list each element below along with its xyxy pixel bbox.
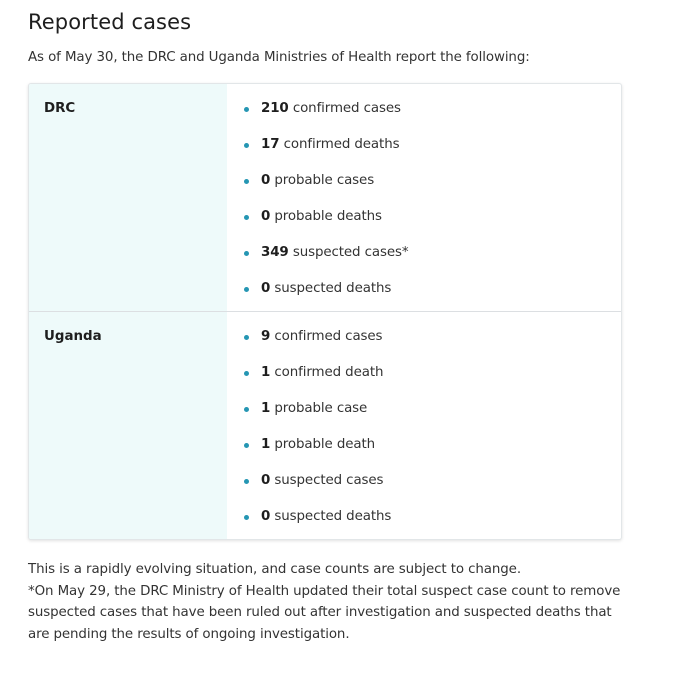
table-row-uganda	[29, 311, 621, 539]
list-item	[227, 199, 621, 235]
case-count: 210	[261, 101, 289, 116]
reported-cases-section	[28, 8, 628, 645]
case-count: 349	[261, 245, 289, 260]
case-label: suspected deaths	[274, 509, 392, 524]
case-label: confirmed cases	[274, 329, 383, 344]
footnote	[28, 559, 628, 645]
page-title: Reported cases	[28, 10, 192, 34]
case-label: suspected cases*	[292, 245, 409, 260]
case-label: confirmed deaths	[283, 137, 400, 152]
case-count: 9	[261, 329, 271, 344]
case-count: 0	[261, 509, 271, 524]
case-label: confirmed death	[274, 365, 384, 380]
list-item	[227, 499, 621, 535]
case-count: 0	[261, 209, 271, 224]
cases-table	[28, 83, 622, 540]
list-item	[227, 163, 621, 199]
list-item	[227, 235, 621, 271]
case-label: probable death	[274, 437, 375, 452]
footnote-text: *On May 29, the DRC Ministry of Health updated their total suspect case count to remove suspected cases that have been ruled out after investigation and suspected deaths that are pending the results of ongoing investigation.	[28, 583, 621, 642]
region-items	[227, 312, 621, 539]
case-label: confirmed cases	[292, 101, 401, 116]
list-item	[227, 127, 621, 163]
region-label: DRC	[29, 84, 227, 311]
case-label: probable cases	[274, 173, 375, 188]
list-item	[227, 391, 621, 427]
region-label: Uganda	[29, 312, 227, 539]
list-item	[227, 463, 621, 499]
list-item	[227, 355, 621, 391]
case-label: probable case	[274, 401, 368, 416]
region-items	[227, 84, 621, 311]
case-label: suspected cases	[274, 473, 384, 488]
list-item	[227, 91, 621, 127]
case-count: 17	[261, 137, 280, 152]
table-row-drc	[29, 84, 621, 311]
list-item	[227, 319, 621, 355]
case-count: 1	[261, 437, 271, 452]
disclaimer-text: This is a rapidly evolving situation, and case counts are subject to change.	[28, 562, 521, 577]
case-count: 1	[261, 365, 271, 380]
case-count: 0	[261, 173, 271, 188]
case-list	[227, 91, 621, 307]
list-item	[227, 271, 621, 307]
case-count: 1	[261, 401, 271, 416]
case-count: 0	[261, 473, 271, 488]
intro-text: As of May 30, the DRC and Uganda Ministries of Health report the following:	[28, 50, 530, 65]
case-label: probable deaths	[274, 209, 382, 224]
list-item	[227, 427, 621, 463]
case-label: suspected deaths	[274, 281, 392, 296]
case-count: 0	[261, 281, 271, 296]
case-list	[227, 319, 621, 535]
